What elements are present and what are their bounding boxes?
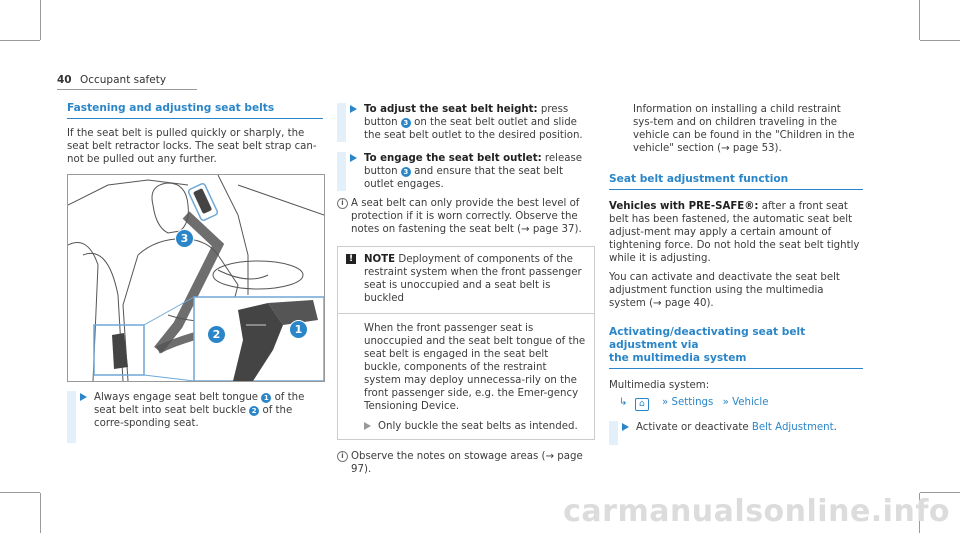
pre-safe-text: Vehicles with PRE-SAFE®: after a front seat belt has been fastened, the automatic seat belt adjust-ment may apply a certain amount of tightening force. Do not hold the seat belt tightly while it is adjusting. [609,201,860,264]
step-arrow-icon [80,393,87,401]
note-box [337,246,595,440]
seat-belt-illustration [67,174,325,382]
info-icon: i [337,198,348,209]
seat-belt-drawing [68,175,324,381]
step-toggle-adjustment: Activate or deactivate Belt Adjustment. [609,421,863,445]
home-icon: ⌂ [635,398,649,411]
multimedia-label: Multimedia system: [609,380,710,391]
info-stowage: i Observe the notes on stowage areas (→ page 97). [337,450,595,476]
step-engage-tongue: Always engage seat belt tongue 1 of the seat belt into seat belt buckle 2 of the corre-sponding seat. [67,391,323,443]
step-arrow-icon [350,154,357,162]
page-header [57,74,166,86]
badge-1: 1 [261,393,271,403]
step-arrow-icon [350,105,357,113]
column-2 [337,103,595,476]
note-body: When the front passenger seat is unoccupied and the seat belt tongue of the seat belt is engaged in the seat belt buckle, components of the restraint system may deploy unnecessa-rily on the front passenger side, e.g. the Emer-gency Tensioning Device. Only buckle the seat belts as intended. [364,323,586,432]
section-title: Occupant safety [79,74,167,86]
path-chevron-icon: » [722,397,729,408]
callout-3: 3 [175,229,194,248]
header-rule [57,89,197,90]
path-chevron-icon: » [662,397,669,408]
heading-rule [609,189,863,190]
step-bar [337,152,346,191]
info-correct-wear: i A seat belt can only provide the best level of protection if it is worn correctly. Observe the notes on fastening the seat belt (→ page 37). [337,197,595,236]
column-1-steps [67,391,323,443]
heading-rule [67,118,323,119]
badge-2: 2 [249,406,259,416]
callout-1: 1 [289,320,308,339]
step-adjust-height: To adjust the seat belt height: press button 3 on the seat belt outlet and slide the seat belt outlet to the desired position. [337,103,595,142]
nav-vehicle: Vehicle [732,397,769,408]
path-arrow-icon: ↳ [619,397,628,408]
step-arrow-icon [622,423,629,431]
info-icon: i [337,451,348,462]
step-engage-outlet: To engage the seat belt outlet: release button 3 and ensure that the seat belt outlet engages. [337,152,595,191]
note-step: Only buckle the seat belts as intended. [364,420,586,433]
step-bar [337,103,346,142]
nav-settings: Settings [671,397,714,408]
info-child-restraint: Information on installing a child restraint sys-tem and on children traveling in the vehicle can be found in the "Children in the vehicle" section (→ page 53). [633,104,855,154]
watermark: carmanualsonline.info [563,494,950,529]
warning-icon: ! [346,254,356,264]
step-bar [609,421,618,445]
activate-text: You can activate and deactivate the seat belt adjustment function using the multimedia system (→ page 40). [609,272,840,309]
heading-activating: Activating/deactivating seat belt adjustment via the multimedia system [609,326,806,364]
badge-3: 3 [401,167,411,177]
section-heading: Fastening and adjusting seat belts [67,102,275,114]
column-3 [609,103,863,445]
page-number: 40 [57,74,72,86]
intro-text: If the seat belt is pulled quickly or sharply, the seat belt retractor locks. The seat belt strap can-not be pulled out any further. [67,128,317,165]
column-1 [67,102,323,166]
belt-adjustment-link: Belt Adjustment [751,422,834,433]
callout-2: 2 [207,325,226,344]
menu-path [609,396,863,411]
step-arrow-icon [364,422,371,430]
step-bar [67,391,76,443]
heading-adjustment-function: Seat belt adjustment function [609,173,789,185]
badge-3: 3 [401,118,411,128]
note-header: ! NOTE Deployment of components of the restraint system when the front passenger seat is unoccupied and a seat belt is buckled [338,247,594,314]
heading-rule [609,368,863,369]
